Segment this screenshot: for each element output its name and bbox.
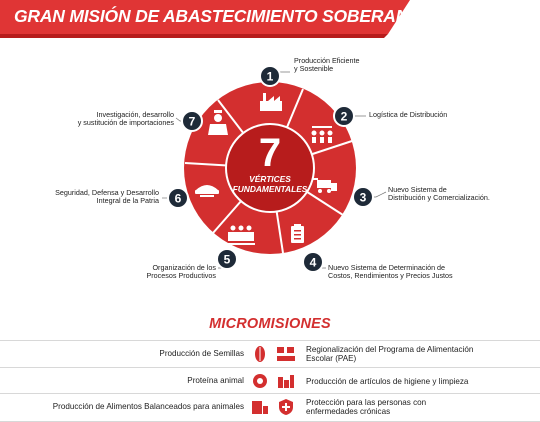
hygiene-products-icon — [276, 371, 296, 391]
vertex-label-1: Producción Eficiente y Sostenible — [294, 56, 360, 74]
vertex-badge-1 — [260, 66, 280, 86]
vertex-number-1: 1 — [266, 69, 274, 84]
center-subtitle — [216, 174, 324, 194]
vertex-number-3: 3 — [359, 190, 367, 205]
micromision-row-1 — [0, 341, 540, 367]
vertex-label-4: Nuevo Sistema de Determinación de Costos, Rendimientos y Precios Justos — [328, 263, 453, 281]
micromision-left-text: Proteína animal — [187, 376, 244, 385]
vertex-number-6: 6 — [174, 191, 182, 206]
vertex-badge-4 — [303, 252, 323, 272]
clipboard-checklist-icon — [291, 224, 304, 243]
micromision-right-text: Regionalización del Programa de Alimentación Escolar (PAE) — [306, 345, 474, 363]
vertex-badge-7 — [182, 111, 202, 131]
page-title: GRAN MISIÓN DE ABASTECIMIENTO SOBERANO — [14, 6, 422, 26]
center-number: 7 — [258, 131, 282, 175]
vertex-badge-5 — [217, 249, 237, 269]
micromision-left-text: Producción de Alimentos Balanceados para animales — [52, 402, 244, 411]
health-protection-icon — [276, 397, 296, 417]
center-line-2: FUNDAMENTALES — [232, 184, 308, 194]
vertex-badge-6 — [168, 188, 188, 208]
vertex-label-2: Logística de Distribución — [369, 110, 448, 119]
vertex-number-2: 2 — [340, 109, 348, 124]
vertex-label-3: Nuevo Sistema de Distribución y Comercialización. — [388, 185, 490, 203]
micromision-right-text: Protección para las personas con enfermedades crónicas — [306, 398, 427, 416]
protein-icon — [250, 371, 270, 391]
micromision-right-text: Producción de artículos de higiene y limpieza — [306, 377, 469, 386]
vertex-label-5: Organización de los Procesos Productivos — [146, 263, 216, 281]
micromisiones-title: MICROMISIONES — [209, 316, 331, 332]
vertex-badge-3 — [353, 187, 373, 207]
vertex-number-4: 4 — [309, 255, 317, 270]
vertex-label-7: Investigación, desarrollo y sustitución de importaciones — [77, 110, 174, 128]
micromision-row-3 — [0, 394, 540, 420]
micromision-left-text: Producción de Semillas — [159, 349, 244, 358]
animal-feed-icon — [250, 397, 270, 417]
vertex-number-5: 5 — [223, 252, 231, 267]
vertex-label-6: Seguridad, Defensa y Desarrollo Integral de la Patria — [55, 188, 159, 206]
vertex-number-7: 7 — [188, 114, 196, 129]
vertex-badge-2 — [334, 106, 354, 126]
school-meal-icon — [276, 344, 296, 364]
center-line-1: VÉRTICES — [249, 174, 291, 184]
seed-icon — [250, 344, 270, 364]
micromision-row-2 — [0, 368, 540, 394]
